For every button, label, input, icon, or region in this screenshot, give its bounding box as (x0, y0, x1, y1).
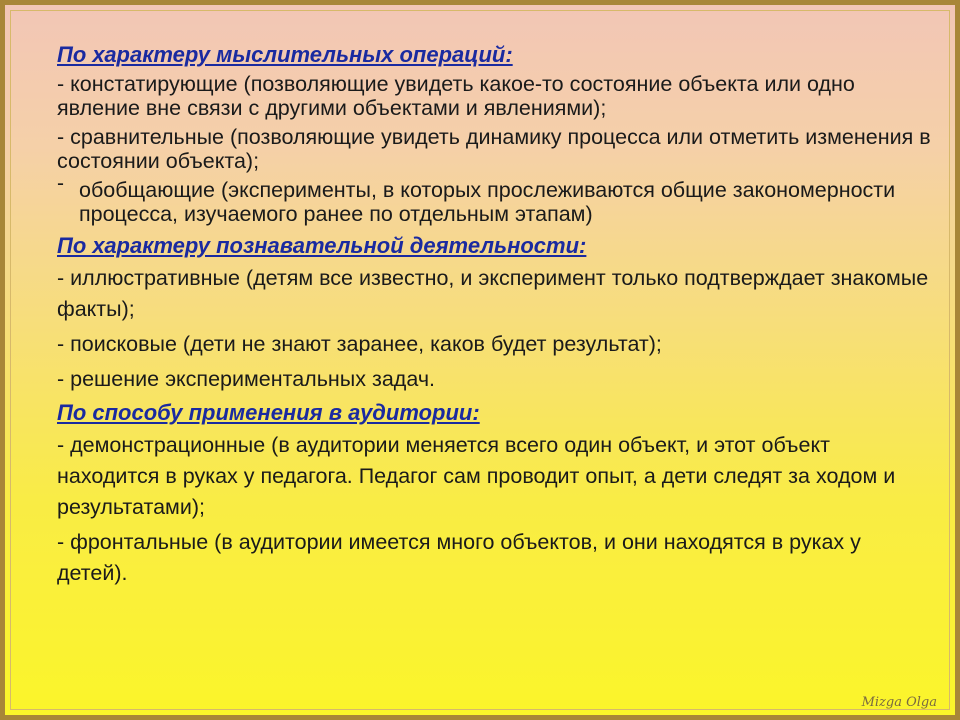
list-item (57, 172, 937, 226)
section-heading-cognitive: По характеру познавательной деятельности: (57, 233, 587, 258)
slide-content (57, 41, 937, 593)
section-heading-audience: По способу применения в аудитории: (57, 400, 480, 425)
dash-marker: - (57, 172, 64, 195)
list-item: - иллюстративные (детям все известно, и эксперимент только подтверждает знакомые факты); (57, 266, 929, 321)
section-heading-thinking: По характеру мыслительных операций: (57, 42, 513, 67)
list-item: - фронтальные (в аудитории имеется много объектов, и они находятся в руках у детей). (57, 530, 861, 585)
list-item-text: обобщающие (эксперименты, в которых прослеживаются общие закономерности процесса, изучаемого ранее по отдельным этапам) (79, 178, 896, 226)
list-item: - демонстрационные (в аудитории меняется всего один объект, и этот объект находится в руках у педагога. Педагог сам проводит опыт, а дети следят за ходом и результатами); (57, 433, 896, 519)
list-item: - сравнительные (позволяющие увидеть динамику процесса или отметить изменения в состоянии объекта); (57, 125, 931, 173)
list-item: - констатирующие (позволяющие увидеть какое-то состояние объекта или одно явление вне связи с другими объектами и явлениями); (57, 72, 855, 120)
author-signature: Mizga Olga (861, 695, 937, 710)
list-item: - решение экспериментальных задач. (57, 367, 435, 391)
list-item: - поисковые (дети не знают заранее, каков будет результат); (57, 332, 662, 356)
